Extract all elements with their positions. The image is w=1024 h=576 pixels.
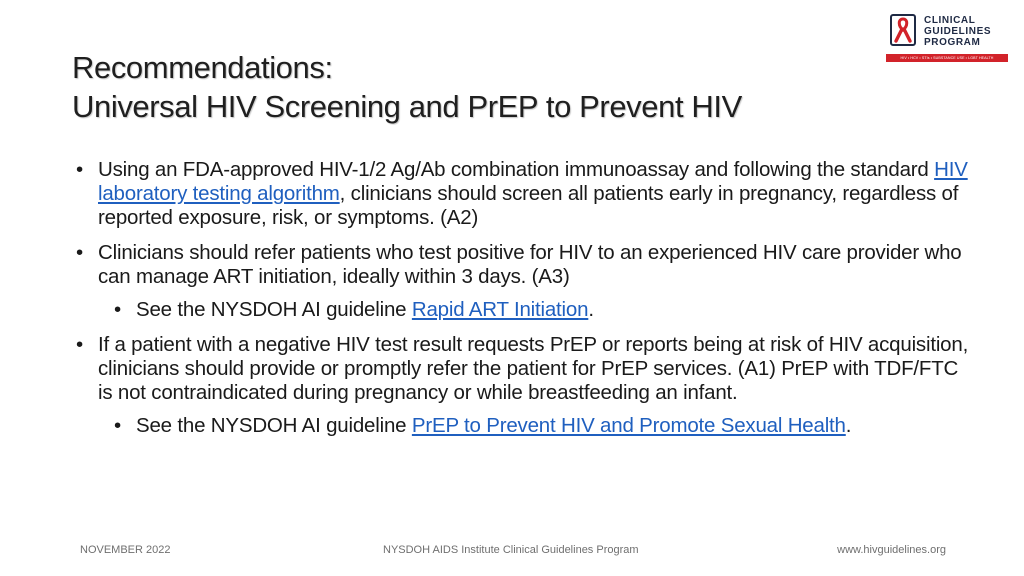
sub-bullet-rapid-art	[110, 298, 972, 322]
logo-wordmark	[924, 15, 991, 48]
bullet-refer-positive	[72, 241, 972, 289]
sub-bullet-rapid-art-period: .	[588, 298, 594, 321]
sub-bullet-prep-guideline-text: See the NYSDOH AI guideline	[136, 414, 412, 437]
bullet-hiv-screening	[72, 158, 972, 230]
sub-bullet-prep-guideline-period: .	[845, 414, 852, 437]
bullet-prep-services	[72, 333, 972, 405]
footer-website: www.hivguidelines.org	[837, 544, 946, 556]
sub-bullet-prep-guideline	[110, 414, 972, 438]
ribbon-icon	[890, 14, 918, 50]
sub-bullet-rapid-art-text: See the NYSDOH AI guideline	[136, 298, 412, 321]
clinical-guidelines-logo	[886, 14, 1008, 64]
bullet-hiv-screening-text: Using an FDA-approved HIV-1/2 Ag/Ab combination immunoassay and following the standard	[98, 158, 935, 181]
footer-program: NYSDOH AIDS Institute Clinical Guidelines Program	[383, 544, 639, 556]
rapid-art-initiation-link[interactable]: Rapid ART Initiation	[411, 298, 589, 321]
bullet-hiv-screening-text-end: , clinicians should screen all patients early in pregnancy, regardless of reported exposure, risk, or symptoms. (A2)	[98, 182, 959, 229]
logo-line-guidelines: GUIDELINES	[924, 26, 992, 37]
slide-title-line-2: Universal HIV Screening and PrEP to Prevent HIV	[72, 89, 742, 124]
slide-title-line-1: Recommendations:	[72, 50, 333, 85]
bullet-refer-positive-text: Clinicians should refer patients who test positive for HIV to an experienced HIV care provider who can manage ART initiation, ideally within 3 days. (A3)	[98, 241, 962, 288]
prep-prevent-hiv-link[interactable]: PrEP to Prevent HIV and Promote Sexual Health	[411, 414, 846, 437]
logo-line-clinical: CLINICAL	[924, 15, 976, 26]
bullet-prep-services-text: If a patient with a negative HIV test result requests PrEP or reports being at risk of HIV acquisition, clinicians should provide or promptly refer the patient for PrEP services. (A1) PrEP with TDF/FTC is not contraindicated during pregnancy or while breastfeeding an infant.	[98, 333, 969, 404]
logo-tagline-strip: HIV • HCV • STIs • SUBSTANCE USE • LGBT HEALTH	[886, 54, 1008, 62]
logo-line-program: PROGRAM	[924, 37, 981, 48]
slide-body	[72, 158, 972, 449]
footer-date: NOVEMBER 2022	[80, 544, 171, 556]
hiv-lab-testing-algorithm-link[interactable]: HIV laboratory testing algorithm	[98, 158, 968, 205]
slide-title	[72, 48, 892, 126]
